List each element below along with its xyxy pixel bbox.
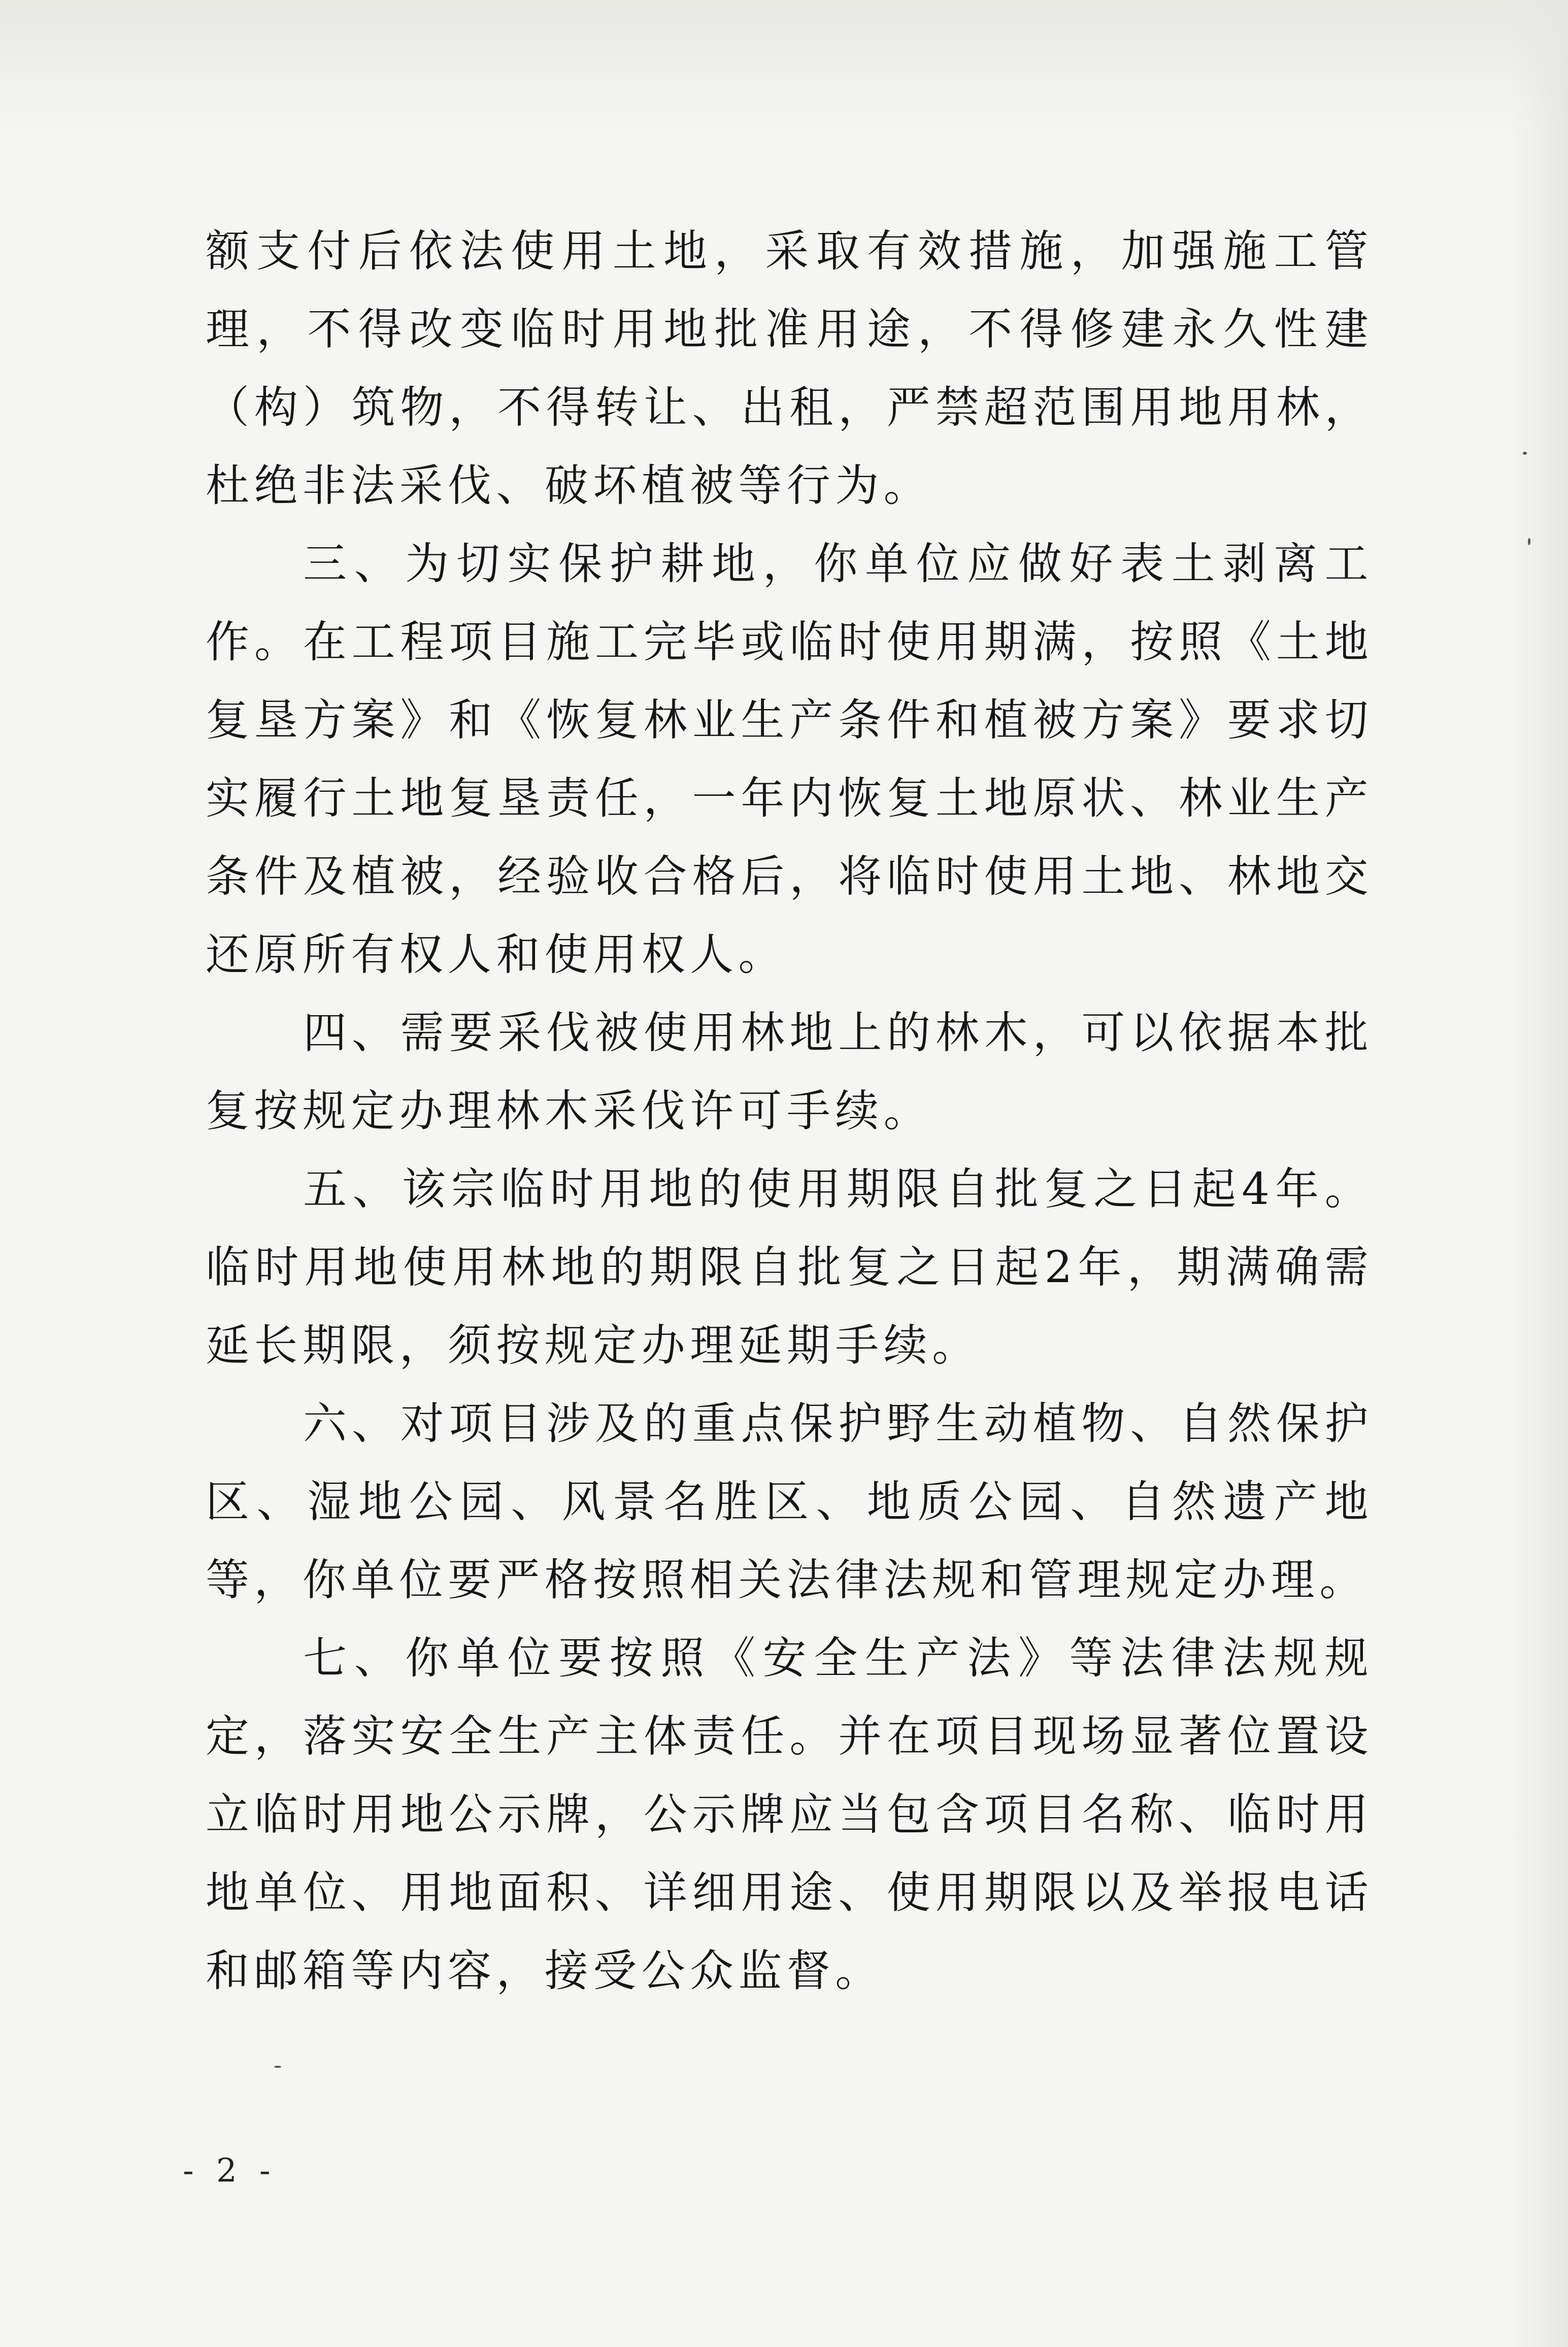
paragraph-continuation: 额支付后依法使用土地，采取有效措施，加强施工管理，不得改变临时用地批准用途，不得修建永久性建（构）筑物，不得转让、出租，严禁超范围用地用林，杜绝非法采伐、破坏植被等行为。 <box>206 226 1373 511</box>
scan-speck <box>1528 538 1530 545</box>
scan-speck <box>1523 452 1527 455</box>
paragraph-item-5: 五、该宗临时用地的使用期限自批复之日起4年。临时用地使用林地的期限自批复之日起2年，期满确需延长期限，须按规定办理延期手续。 <box>206 1164 1373 1371</box>
paragraph-item-6: 六、对项目涉及的重点保护野生动植物、自然保护区、湿地公园、风景名胜区、地质公园、自然遗产地等，你单位要严格按照相关法律法规和管理规定办理。 <box>206 1398 1373 1605</box>
document-body <box>206 212 1373 2010</box>
scan-shadow-top <box>0 0 1568 132</box>
paragraph-item-4: 四、需要采伐被使用林地上的林木，可以依据本批复按规定办理林木采伐许可手续。 <box>206 1008 1373 1136</box>
scan-speck <box>274 2066 281 2068</box>
paragraph-item-3: 三、为切实保护耕地，你单位应做好表土剥离工作。在工程项目施工完毕或临时使用期满，按照《土地复垦方案》和《恢复林业生产条件和植被方案》要求切实履行土地复垦责任，一年内恢复土地原状、林业生产条件及植被，经验收合格后，将临时使用土地、林地交还原所有权人和使用权人。 <box>206 539 1373 980</box>
page-number: - 2 - <box>183 2152 277 2190</box>
paragraph-item-7: 七、你单位要按照《安全生产法》等法律法规规定，落实安全生产主体责任。并在项目现场显著位置设立临时用地公示牌，公示牌应当包含项目名称、临时用地单位、用地面积、详细用途、使用期限以及举报电话和邮箱等内容，接受公众监督。 <box>206 1633 1373 1996</box>
scan-shadow-right <box>1507 0 1568 2347</box>
